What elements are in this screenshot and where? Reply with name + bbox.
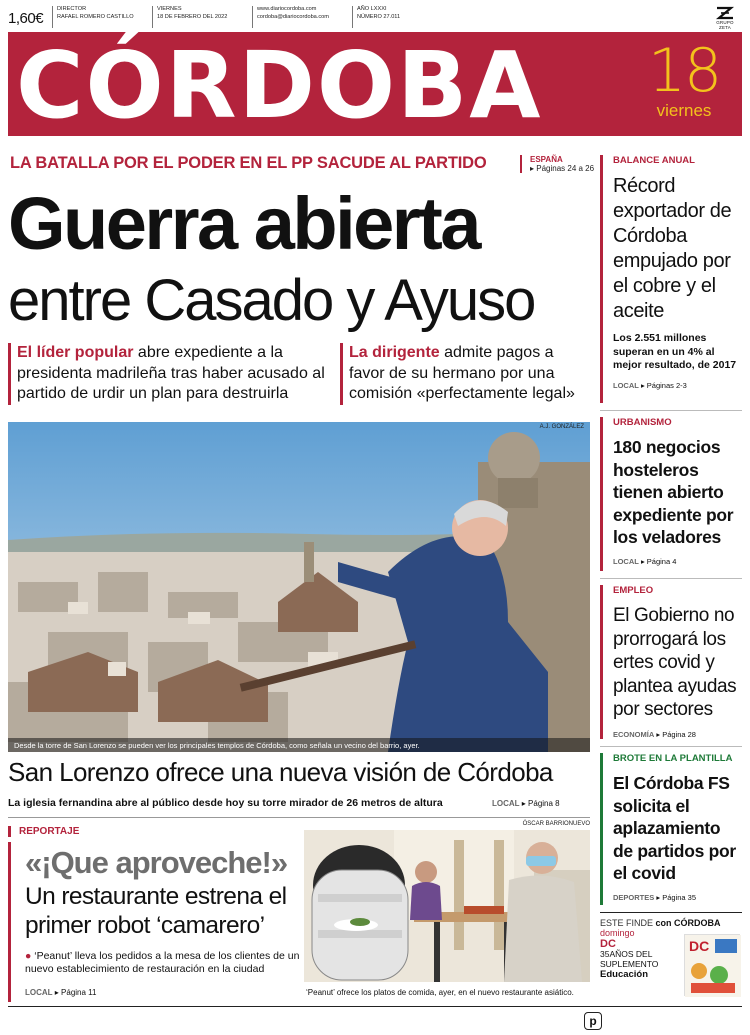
sidebar-story-deportes[interactable] [600, 753, 742, 905]
sidebar-label: EMPLEO [613, 585, 654, 596]
main-kicker: LA BATALLA POR EL PODER EN EL PP SACUDE AL PARTIDO [10, 154, 487, 172]
sidebar-headline: 180 negocios hosteleros tienen abierto expediente por los veladores [613, 437, 734, 547]
magazine-logo: DC [689, 938, 710, 954]
sidebar-headline: El Gobierno no prorrogará los ertes covid y plantea ayudas por sectores [613, 605, 737, 720]
day-number: 18 [647, 36, 721, 106]
reportaje-subheadline[interactable]: Un restaurante estrena el primer robot ‘camarero’ [25, 883, 287, 939]
arrow-icon: ▸ [521, 799, 526, 808]
robot-photo-caption: ‘Peanut’ ofrece los platos de comida, ayer, en el nuevo restaurante asiático. [306, 988, 574, 997]
robot-photo-credit: ÓSCAR BARRIONUEVO [522, 821, 590, 827]
top-info-bar [8, 6, 742, 30]
city-view-image [8, 422, 590, 752]
sidebar-text: Los 2.551 millones superan en un 4% al mejor resultado, de 2017 [613, 332, 737, 371]
robot-photo[interactable] [304, 830, 590, 982]
newspaper-logo[interactable]: CÓRDOBA [16, 32, 543, 139]
reportaje-headline[interactable]: «¡Que aproveche!» [25, 845, 288, 880]
reportaje-tag: REPORTAJE [8, 826, 79, 837]
divider [600, 410, 742, 411]
main-headline-second[interactable]: entre Casado y Ayuso [8, 268, 535, 333]
photo-caption: Desde la torre de San Lorenzo se pueden ver los principales templos de Córdoba, como señala un vecino del barrio, ayer. [8, 738, 590, 752]
price: 1,60€ [8, 10, 44, 27]
sidebar-headline: El Córdoba FS solicita el aplazamiento de partidos por el covid [613, 773, 736, 883]
grupo-zeta-logo: GRUPO ZETA [710, 6, 740, 30]
day-name: viernes [656, 101, 712, 120]
promo-day: domingo [600, 928, 635, 938]
reportaje-text: ● ‘Peanut’ lleva los pedidos a la mesa de los clientes de un nuevo establecimiento de restauración en la ciudad [25, 950, 300, 975]
weekend-promo[interactable]: ESTE FINDE con CÓRDOBA domingo DC 35AÑOS DEL SUPLEMENTO Educación DC [600, 918, 742, 1000]
website-link[interactable]: www.diariocordoba.com [257, 6, 317, 12]
sidebar-label: BROTE EN LA PLANTILLA [613, 753, 733, 764]
san-lorenzo-photo[interactable] [8, 422, 590, 752]
arrow-icon: ▸ [656, 729, 661, 739]
email-link[interactable]: cordoba@diariocordoba.com [257, 13, 329, 20]
zeta-icon [715, 6, 735, 20]
sidebar-story-empleo[interactable] [600, 585, 742, 739]
main-headline[interactable]: Guerra abierta [8, 182, 479, 265]
bullet-icon: ● [25, 950, 32, 962]
san-lorenzo-headline[interactable]: San Lorenzo ofrece una nueva visión de Córdoba [8, 757, 553, 787]
sidebar-story-balance[interactable] [600, 155, 742, 403]
promo-description: 35AÑOS DEL SUPLEMENTO [600, 949, 659, 969]
reportaje-page-ref[interactable]: LOCAL ▸ Página 11 [25, 988, 97, 997]
divider [600, 578, 742, 579]
magazine-cover-image [684, 934, 740, 996]
p-button[interactable]: p [584, 1012, 602, 1030]
contact-info [252, 6, 348, 28]
main-subhead-right: La dirigente admite pagos a favor de su hermano por una comisión «perfectamente legal» [340, 343, 590, 405]
sidebar-label: BALANCE ANUAL [613, 155, 695, 166]
divider [8, 817, 590, 818]
promo-topic: Educación [600, 969, 649, 980]
issue-info: AÑO LXXXI NÚMERO 27.011 [352, 6, 432, 28]
arrow-icon: ▸ [640, 556, 645, 566]
photo-credit: A.J. GONZÁLEZ [539, 424, 584, 430]
director-info: DIRECTOR RAFAEL ROMERO CASTILLO [52, 6, 148, 28]
sidebar-page-ref: LOCAL ▸ Página 4 [613, 556, 677, 566]
sidebar-story-urbanismo[interactable] [600, 417, 742, 571]
main-subhead-left: El líder popular abre expediente a la presidenta madrileña tras haber acusado al partido de urdir un plan para destruirla [8, 343, 330, 405]
masthead [8, 32, 742, 139]
divider [600, 912, 742, 913]
san-lorenzo-subhead: La iglesia fernandina abre al público desde hoy su torre mirador de 26 metros de altura [8, 797, 443, 809]
date-box [630, 36, 738, 132]
robot-waiter-image [304, 830, 590, 982]
arrow-icon: ▸ [640, 380, 645, 390]
main-section-tag[interactable]: ESPAÑA ▸ Páginas 24 a 26 [520, 155, 596, 173]
magazine-icon [685, 935, 741, 997]
san-lorenzo-page-ref[interactable]: LOCAL ▸ Página 8 [492, 799, 560, 808]
divider [600, 746, 742, 747]
footer-rule [8, 1006, 742, 1007]
arrow-icon: ▸ [656, 892, 661, 902]
arrow-icon: ▸ [530, 164, 535, 173]
sidebar-label: URBANISMO [613, 417, 672, 428]
reportaje-block [8, 842, 298, 1002]
date-info: VIERNES 18 DE FEBRERO DEL 2022 [152, 6, 248, 28]
sidebar-page-ref: DEPORTES ▸ Página 35 [613, 892, 696, 902]
promo-brand: DC [600, 938, 616, 950]
sidebar-page-ref: ECONOMÍA ▸ Página 28 [613, 729, 696, 739]
sidebar-page-ref: LOCAL ▸ Páginas 2-3 [613, 380, 687, 390]
arrow-icon: ▸ [54, 988, 59, 997]
sidebar-headline: Récord exportador de Córdoba empujado por el cobre y el aceite [613, 175, 732, 322]
